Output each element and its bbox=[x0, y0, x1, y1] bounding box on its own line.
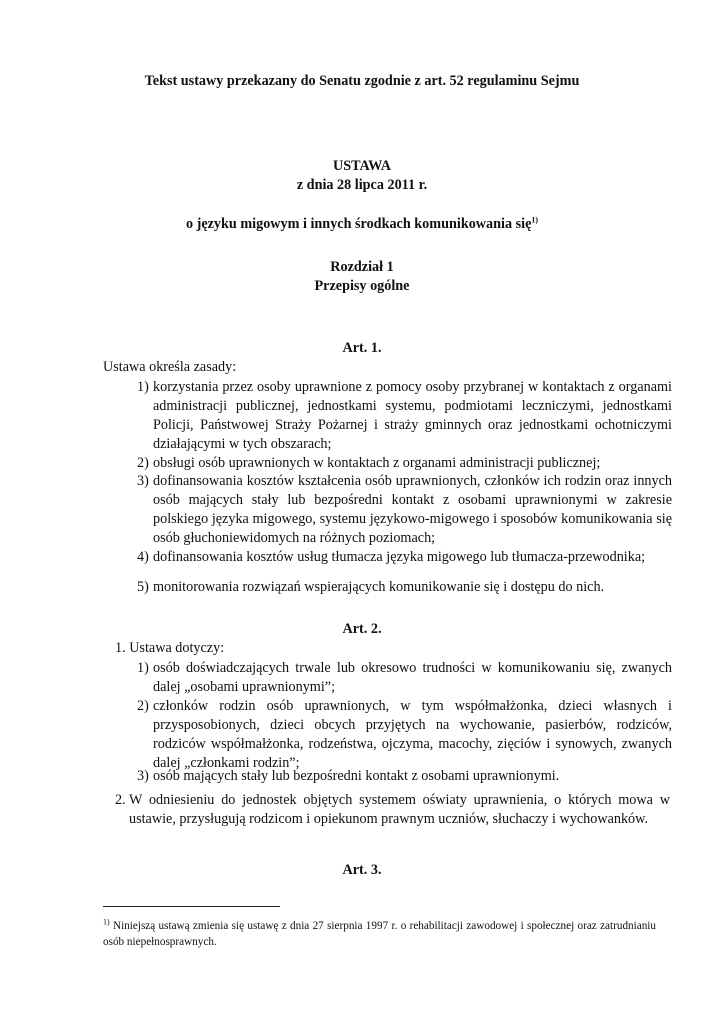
art1-item-4 bbox=[137, 548, 672, 567]
item-text: obsługi osób uprawnionych w kontaktach z organami administracji publicznej; bbox=[153, 455, 601, 471]
paragraph-text: Ustawa dotyczy: bbox=[129, 640, 225, 656]
footnote bbox=[103, 918, 656, 950]
act-subject-text: o języku migowym i innych środkach komunikowania się bbox=[185, 216, 532, 232]
act-type: USTAWA bbox=[332, 158, 392, 174]
footnote-text: Niniejszą ustawą zmienia się ustawę z dnia 27 sierpnia 1997 r. o rehabilitacji zawodowej i społecznej oraz zatrudnianiu osób niepełnosprawnych. bbox=[103, 920, 656, 948]
item-text: monitorowania rozwiązań wspierających komunikowanie się i dostępu do nich. bbox=[153, 579, 605, 595]
item-text: członków rodzin osób uprawnionych, w tym współmałżonka, dzieci własnych i przysposobionych, dzieci obcych przyjętych na wychowanie, pasierbów, rodziców, rodziców współmałżonka, rodzeństwa, ojczyma, macochy, zięciów i synowych, zwanych dalej „członkami rodzin”; bbox=[153, 698, 672, 771]
art2-item-3 bbox=[137, 767, 672, 786]
art1-item-2 bbox=[137, 454, 672, 473]
art2-item-2 bbox=[137, 697, 672, 773]
footnote-separator bbox=[103, 906, 280, 907]
item-number: 4) bbox=[137, 549, 149, 565]
item-number: 3) bbox=[137, 473, 149, 489]
chapter-title: Przepisy ogólne bbox=[314, 278, 410, 294]
item-text: korzystania przez osoby uprawnione z pomocy osoby przybranej w kontaktach z organami administracji publicznej, jednostkami systemu, podmiotami leczniczymi, jednostkami Policji, Państwowej Straży Pożarnej i straży gminnych oraz jednostkami ochotniczymi działającymi w tych obszarach; bbox=[153, 379, 672, 452]
art1-item-5 bbox=[137, 578, 672, 597]
item-text: osób mających stały lub bezpośredni kontakt z osobami uprawnionymi. bbox=[153, 768, 560, 784]
item-number: 2) bbox=[137, 455, 149, 471]
footnote-ref: 1) bbox=[531, 215, 539, 225]
art2-item-1 bbox=[137, 659, 672, 697]
art1-intro: Ustawa określa zasady: bbox=[103, 359, 237, 375]
item-text: dofinansowania kosztów usług tłumacza języka migowego lub tłumacza-przewodnika; bbox=[153, 549, 646, 565]
item-number: 1) bbox=[137, 379, 149, 395]
item-text: dofinansowania kosztów kształcenia osób uprawnionych, członków ich rodzin oraz innych osób mających stały lub bezpośredni kontakt z osobami uprawnionymi w zakresie polskiego języka migowego, systemu językowo-migowego i sposobów komunikowania się osób głuchoniewidomych na różnych poziomach; bbox=[153, 473, 672, 546]
art1-item-3 bbox=[137, 472, 672, 548]
art2-heading: Art. 2. bbox=[342, 621, 382, 637]
art2-paragraph-2 bbox=[115, 791, 670, 829]
act-date: z dnia 28 lipca 2011 r. bbox=[296, 177, 428, 193]
paragraph-text: W odniesieniu do jednostek objętych systemem oświaty uprawnienia, o których mowa w ustawie, przysługują rodzicom i opiekunom prawnym uczniów, słuchaczy i wychowanków. bbox=[129, 792, 670, 827]
item-number: 2) bbox=[137, 698, 149, 714]
item-number: 1) bbox=[137, 660, 149, 676]
art3-heading: Art. 3. bbox=[342, 862, 382, 878]
paragraph-number: 1. bbox=[115, 640, 126, 656]
art1-item-1 bbox=[137, 378, 672, 454]
footnote-mark: 1) bbox=[103, 917, 110, 927]
chapter-name: Rozdział 1 bbox=[330, 259, 394, 275]
act-subject bbox=[0, 215, 724, 234]
art1-heading: Art. 1. bbox=[342, 340, 382, 356]
document-header: Tekst ustawy przekazany do Senatu zgodnie z art. 52 regulaminu Sejmu bbox=[144, 73, 580, 89]
item-number: 3) bbox=[137, 768, 149, 784]
art2-paragraph-1 bbox=[115, 639, 224, 658]
paragraph-number: 2. bbox=[115, 792, 126, 808]
item-number: 5) bbox=[137, 579, 149, 595]
item-text: osób doświadczających trwale lub okresowo trudności w komunikowaniu się, zwanych dalej „osobami uprawnionymi”; bbox=[153, 660, 672, 695]
